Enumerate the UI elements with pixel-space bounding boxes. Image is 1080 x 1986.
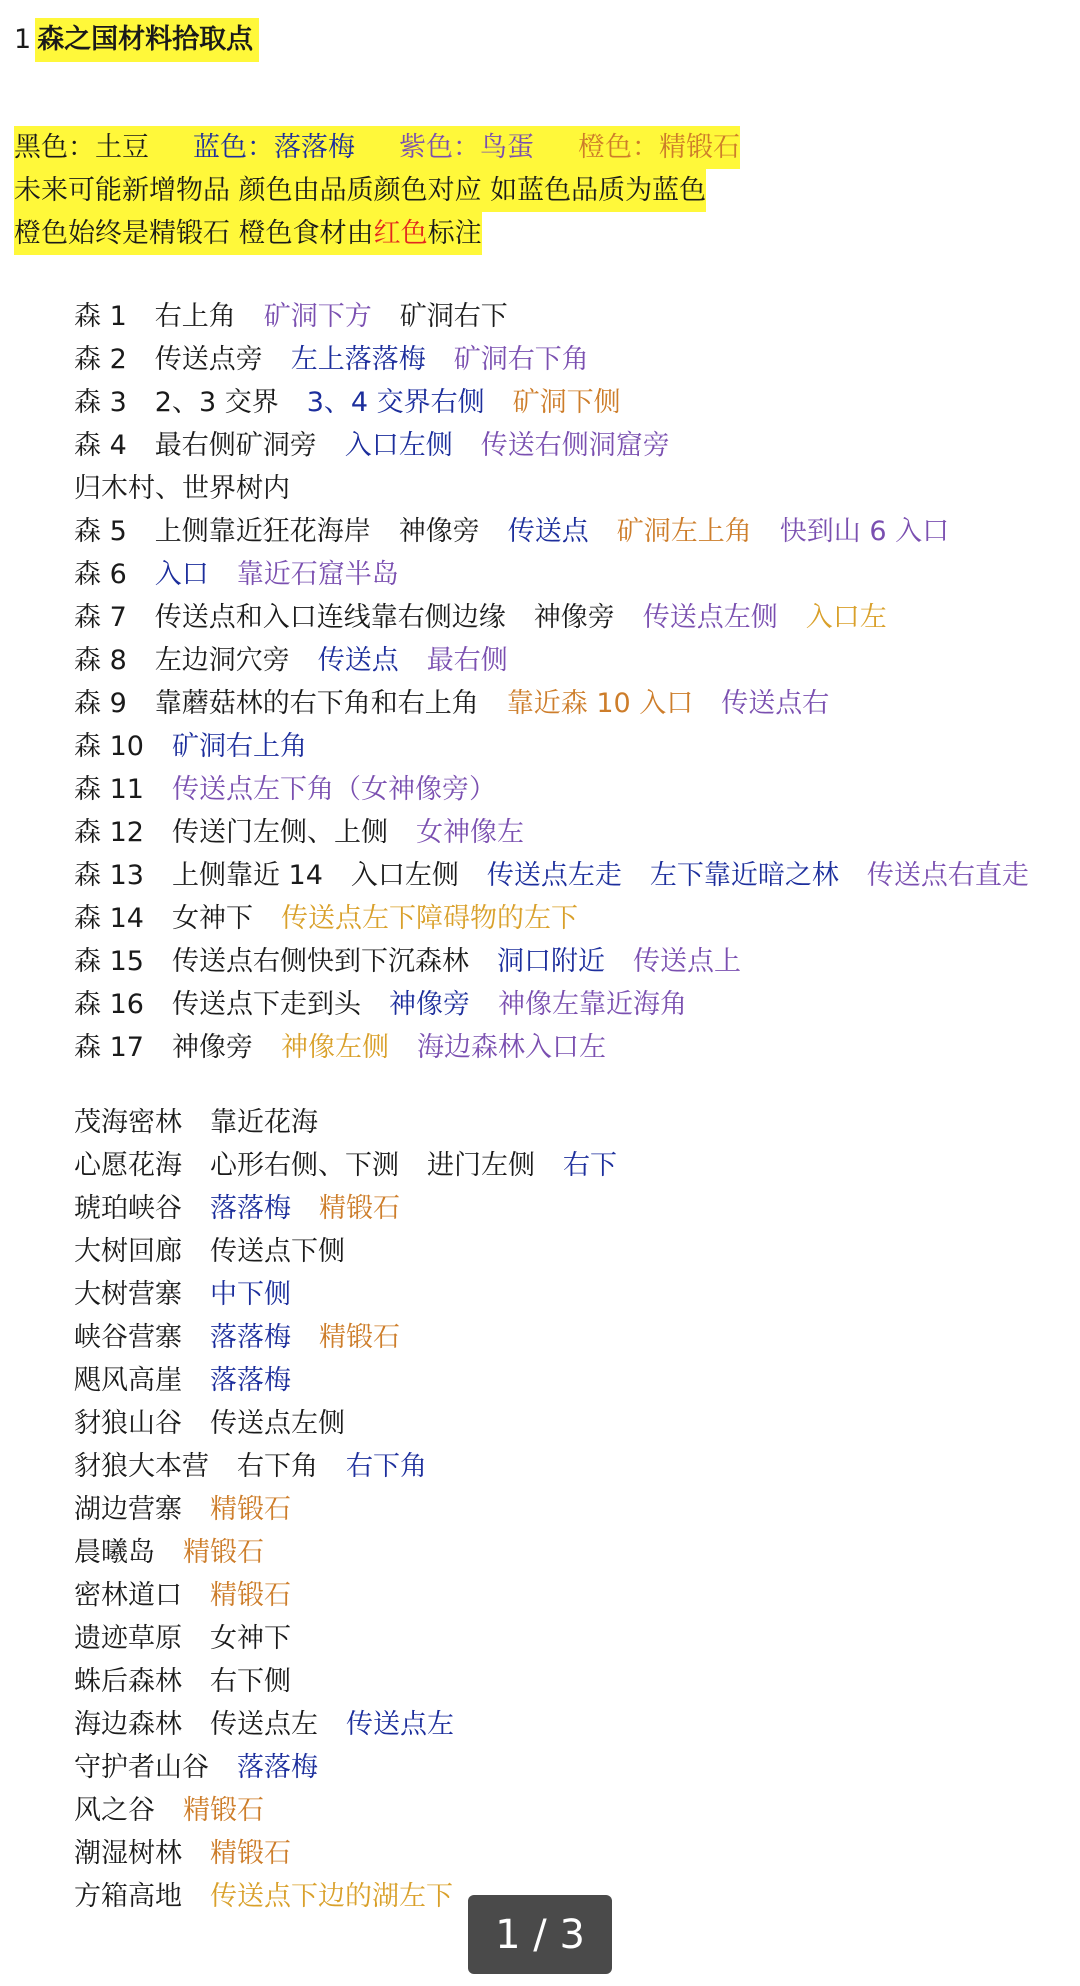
- legend-orange: 橙色：精锻石: [578, 132, 740, 163]
- location-label: 森 16: [74, 989, 144, 1020]
- location-label: 潮湿树林: [74, 1838, 182, 1869]
- legend-note-2-red: 红色: [373, 218, 428, 249]
- location-label: 归木村、世界树内: [74, 473, 290, 504]
- pickup-spot: 传送点旁: [154, 344, 263, 375]
- location-label: 森 15: [74, 946, 144, 977]
- pickup-spot: 中下侧: [210, 1279, 291, 1310]
- location-label: 森 3: [74, 387, 127, 418]
- pickup-spot: 传送点下走到头: [171, 989, 361, 1020]
- pickup-spot: 落落梅: [210, 1365, 291, 1396]
- pickup-spot: 传送点上: [632, 946, 741, 977]
- location-label: 森 5: [74, 516, 127, 547]
- pickup-spot: 入口: [154, 559, 209, 590]
- pickup-spot: 左上落落梅: [290, 344, 426, 375]
- title-number: 1: [14, 24, 32, 55]
- forest-row: [74, 596, 1029, 639]
- region-row: [74, 1703, 617, 1746]
- region-row: [74, 1531, 617, 1574]
- forest-list: [74, 295, 1029, 1069]
- location-label: 森 17: [74, 1032, 144, 1063]
- location-label: 方箱高地: [74, 1881, 182, 1912]
- pickup-spot: 靠近石窟半岛: [236, 559, 399, 590]
- pickup-spot: 传送点左下障碍物的左下: [280, 903, 578, 934]
- pickup-spot: 精锻石: [183, 1537, 264, 1568]
- region-row: [74, 1746, 617, 1789]
- pickup-spot: 右下角: [346, 1451, 427, 1482]
- location-label: 茂海密林: [74, 1107, 182, 1138]
- location-label: 大树回廊: [74, 1236, 182, 1267]
- forest-row: [74, 983, 1029, 1026]
- pickup-spot: 落落梅: [237, 1752, 318, 1783]
- location-label: 琥珀峡谷: [74, 1193, 182, 1224]
- pickup-spot: 右下侧: [210, 1666, 291, 1697]
- forest-row: [74, 639, 1029, 682]
- location-label: 森 2: [74, 344, 127, 375]
- pickup-spot: 传送点: [317, 645, 399, 676]
- pickup-spot: 矿洞下方: [263, 301, 372, 332]
- location-label: 森 13: [74, 860, 144, 891]
- pickup-spot: 上侧靠近狂花海岸: [154, 516, 371, 547]
- forest-row: [74, 768, 1029, 811]
- region-row: [74, 1574, 617, 1617]
- pickup-spot: 矿洞右下角: [453, 344, 589, 375]
- location-label: 森 14: [74, 903, 144, 934]
- legend-note-2a: 橙色始终是精锻石 橙色食材由: [14, 218, 374, 249]
- location-label: 遗迹草原: [74, 1623, 182, 1654]
- forest-row: [74, 940, 1029, 983]
- pickup-spot: 2、3 交界: [154, 387, 279, 418]
- legend-blue: 蓝色：落落梅: [193, 132, 355, 163]
- region-row: [74, 1273, 617, 1316]
- pickup-spot: 精锻石: [210, 1494, 291, 1525]
- pickup-spot: 传送点和入口连线靠右侧边缘: [154, 602, 506, 633]
- page-indicator: 1 / 3: [468, 1895, 612, 1974]
- legend-purple: 紫色：鸟蛋: [399, 132, 534, 163]
- location-label: 峡谷营寨: [74, 1322, 182, 1353]
- pickup-spot: 靠近花海: [210, 1107, 318, 1138]
- forest-row: [74, 553, 1029, 596]
- location-label: 森 9: [74, 688, 127, 719]
- region-row: [74, 1187, 617, 1230]
- legend-note-2b: 标注: [427, 218, 482, 249]
- color-legend: [14, 126, 740, 255]
- pickup-spot: 最右侧矿洞旁: [154, 430, 317, 461]
- forest-row: [74, 811, 1029, 854]
- pickup-spot: 传送点左下角（女神像旁）: [171, 774, 496, 805]
- pickup-spot: 矿洞左上角: [616, 516, 752, 547]
- region-row: [74, 1101, 617, 1144]
- page-title: [14, 18, 259, 62]
- pickup-spot: 最右侧: [426, 645, 508, 676]
- pickup-spot: 落落梅: [210, 1193, 291, 1224]
- region-row: [74, 1832, 617, 1875]
- pickup-spot: 右上角: [154, 301, 236, 332]
- pickup-spot: 女神下: [210, 1623, 291, 1654]
- pickup-spot: 传送门左侧、上侧: [171, 817, 388, 848]
- forest-row: [74, 510, 1029, 553]
- pickup-spot: 入口左侧: [350, 860, 459, 891]
- pickup-spot: 靠蘑菇林的右下角和右上角: [154, 688, 479, 719]
- forest-row: [74, 897, 1029, 940]
- pickup-spot: 精锻石: [319, 1193, 400, 1224]
- forest-row: [74, 682, 1029, 725]
- region-row: [74, 1660, 617, 1703]
- location-label: 风之谷: [74, 1795, 155, 1826]
- pickup-spot: 传送点左走: [486, 860, 622, 891]
- forest-row: [74, 381, 1029, 424]
- pickup-spot: 精锻石: [319, 1322, 400, 1353]
- pickup-spot: 精锻石: [210, 1838, 291, 1869]
- legend-note-2: [14, 212, 482, 255]
- pickup-spot: 左边洞穴旁: [154, 645, 290, 676]
- pickup-spot: 入口左侧: [344, 430, 453, 461]
- title-text: 森之国材料拾取点: [35, 18, 259, 62]
- pickup-spot: 矿洞下侧: [512, 387, 621, 418]
- legend-note-1: 未来可能新增物品 颜色由品质颜色对应 如蓝色品质为蓝色: [14, 169, 706, 212]
- location-label: 飓风高崖: [74, 1365, 182, 1396]
- pickup-spot: 传送点左: [210, 1709, 318, 1740]
- pickup-spot: 传送点左侧: [642, 602, 778, 633]
- location-label: 森 4: [74, 430, 127, 461]
- pickup-spot: 女神像左: [415, 817, 524, 848]
- forest-row: [74, 725, 1029, 768]
- pickup-spot: 心形右侧、下测: [210, 1150, 399, 1181]
- location-label: 心愿花海: [74, 1150, 182, 1181]
- pickup-spot: 传送右侧洞窟旁: [480, 430, 670, 461]
- pickup-spot: 矿洞右上角: [171, 731, 307, 762]
- location-label: 豺狼大本营: [74, 1451, 209, 1482]
- pickup-spot: 右下角: [237, 1451, 318, 1482]
- pickup-spot: 神像旁: [171, 1032, 253, 1063]
- pickup-spot: 传送点: [507, 516, 589, 547]
- pickup-spot: 传送点下侧: [210, 1236, 345, 1267]
- legend-black: 黑色：土豆: [14, 132, 149, 163]
- pickup-spot: 传送点左侧: [210, 1408, 345, 1439]
- pickup-spot: 精锻石: [210, 1580, 291, 1611]
- pickup-spot: 神像左靠近海角: [497, 989, 687, 1020]
- pickup-spot: 传送点右侧快到下沉森林: [171, 946, 469, 977]
- location-label: 大树营寨: [74, 1279, 182, 1310]
- pickup-spot: 神像旁: [388, 989, 470, 1020]
- location-label: 森 12: [74, 817, 144, 848]
- location-label: 海边森林: [74, 1709, 182, 1740]
- pickup-spot: 3、4 交界右侧: [306, 387, 485, 418]
- pickup-spot: 精锻石: [183, 1795, 264, 1826]
- pickup-spot: 传送点右: [721, 688, 830, 719]
- location-label: 蛛后森林: [74, 1666, 182, 1697]
- pickup-spot: 靠近森 10 入口: [506, 688, 694, 719]
- pickup-spot: 左下靠近暗之林: [649, 860, 839, 891]
- pickup-spot: 上侧靠近 14: [171, 860, 323, 891]
- pickup-spot: 神像左侧: [280, 1032, 389, 1063]
- region-row: [74, 1230, 617, 1273]
- forest-row: [74, 295, 1029, 338]
- region-row: [74, 1445, 617, 1488]
- location-label: 森 11: [74, 774, 144, 805]
- pickup-spot: 快到山 6 入口: [779, 516, 950, 547]
- location-label: 守护者山谷: [74, 1752, 209, 1783]
- location-label: 森 1: [74, 301, 127, 332]
- location-label: 森 10: [74, 731, 144, 762]
- forest-row: [74, 424, 1029, 467]
- location-label: 森 6: [74, 559, 127, 590]
- forest-row: [74, 338, 1029, 381]
- region-row: [74, 1402, 617, 1445]
- region-list: [74, 1101, 617, 1918]
- pickup-spot: 洞口附近: [496, 946, 605, 977]
- pickup-spot: 女神下: [171, 903, 253, 934]
- forest-row: [74, 1026, 1029, 1069]
- pickup-spot: 传送点左: [346, 1709, 454, 1740]
- pickup-spot: 传送点右直走: [866, 860, 1029, 891]
- pickup-spot: 矿洞右下: [399, 301, 508, 332]
- legend-row-colors: [14, 126, 740, 169]
- region-row: [74, 1488, 617, 1531]
- forest-row: [74, 467, 1029, 510]
- region-row: [74, 1144, 617, 1187]
- location-label: 森 8: [74, 645, 127, 676]
- pickup-spot: 进门左侧: [427, 1150, 535, 1181]
- pickup-spot: 传送点下边的湖左下: [210, 1881, 453, 1912]
- pickup-spot: 海边森林入口左: [416, 1032, 606, 1063]
- region-row: [74, 1316, 617, 1359]
- location-label: 湖边营寨: [74, 1494, 182, 1525]
- forest-row: [74, 854, 1029, 897]
- location-label: 豺狼山谷: [74, 1408, 182, 1439]
- region-row: [74, 1617, 617, 1660]
- pickup-spot: 神像旁: [533, 602, 615, 633]
- pickup-spot: 落落梅: [210, 1322, 291, 1353]
- pickup-spot: 右下: [563, 1150, 617, 1181]
- region-row: [74, 1359, 617, 1402]
- location-label: 密林道口: [74, 1580, 182, 1611]
- location-label: 晨曦岛: [74, 1537, 155, 1568]
- pickup-spot: 神像旁: [398, 516, 480, 547]
- pickup-spot: 入口左: [805, 602, 887, 633]
- location-label: 森 7: [74, 602, 127, 633]
- region-row: [74, 1789, 617, 1832]
